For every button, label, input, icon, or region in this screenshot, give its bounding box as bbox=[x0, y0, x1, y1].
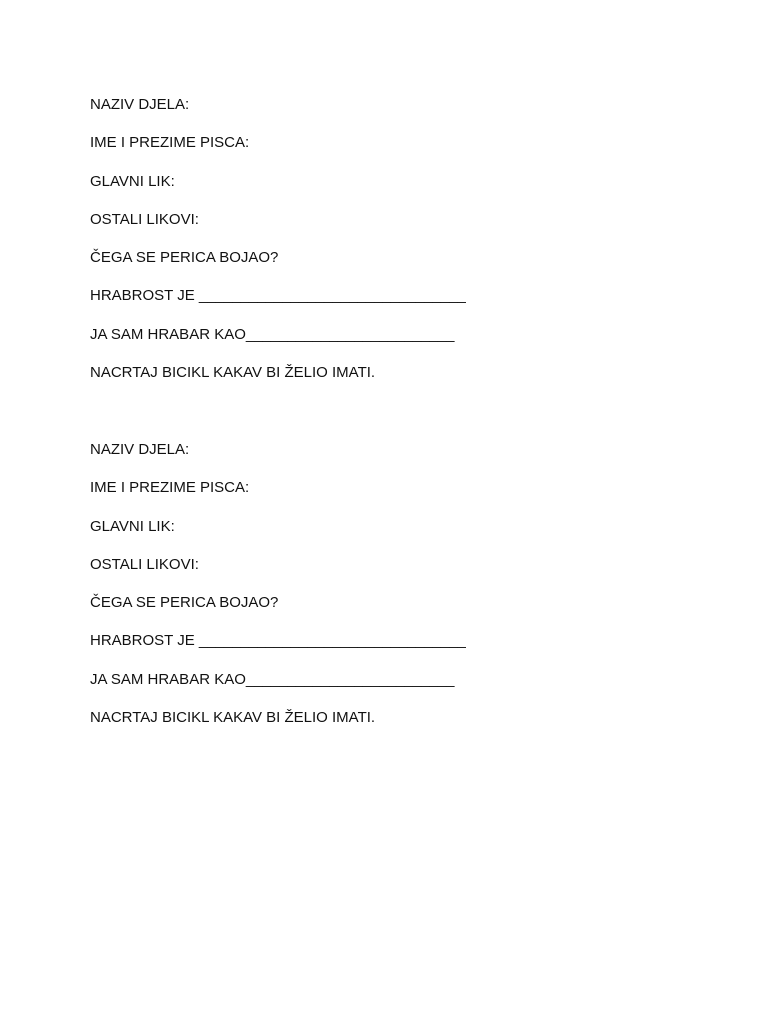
bravery-fill-in: HRABROST JE ________________________________ bbox=[90, 632, 466, 650]
fear-question: ČEGA SE PERICA BOJAO? bbox=[90, 249, 279, 267]
main-character-prompt: GLAVNI LIK: bbox=[90, 517, 175, 535]
worksheet-section-2 bbox=[90, 439, 690, 745]
brave-as-fill-in: JA SAM HRABAR KAO_________________________ bbox=[90, 325, 455, 343]
other-characters-prompt: OSTALI LIKOVI: bbox=[90, 210, 199, 228]
author-name-prompt: IME I PREZIME PISCA: bbox=[90, 134, 250, 152]
fear-question: ČEGA SE PERICA BOJAO? bbox=[90, 594, 279, 612]
worksheet-section-1 bbox=[90, 94, 690, 400]
brave-as-fill-in: JA SAM HRABAR KAO_________________________ bbox=[90, 670, 455, 688]
draw-bicycle-instruction: NACRTAJ BICIKL KAKAV BI ŽELIO IMATI. bbox=[90, 364, 376, 382]
other-characters-prompt: OSTALI LIKOVI: bbox=[90, 555, 199, 573]
author-name-prompt: IME I PREZIME PISCA: bbox=[90, 479, 250, 497]
bravery-fill-in: HRABROST JE ________________________________ bbox=[90, 287, 466, 305]
draw-bicycle-instruction: NACRTAJ BICIKL KAKAV BI ŽELIO IMATI. bbox=[90, 709, 376, 727]
main-character-prompt: GLAVNI LIK: bbox=[90, 172, 175, 190]
book-title-prompt: NAZIV DJELA: bbox=[90, 441, 190, 458]
book-title-prompt: NAZIV DJELA: bbox=[90, 96, 190, 113]
